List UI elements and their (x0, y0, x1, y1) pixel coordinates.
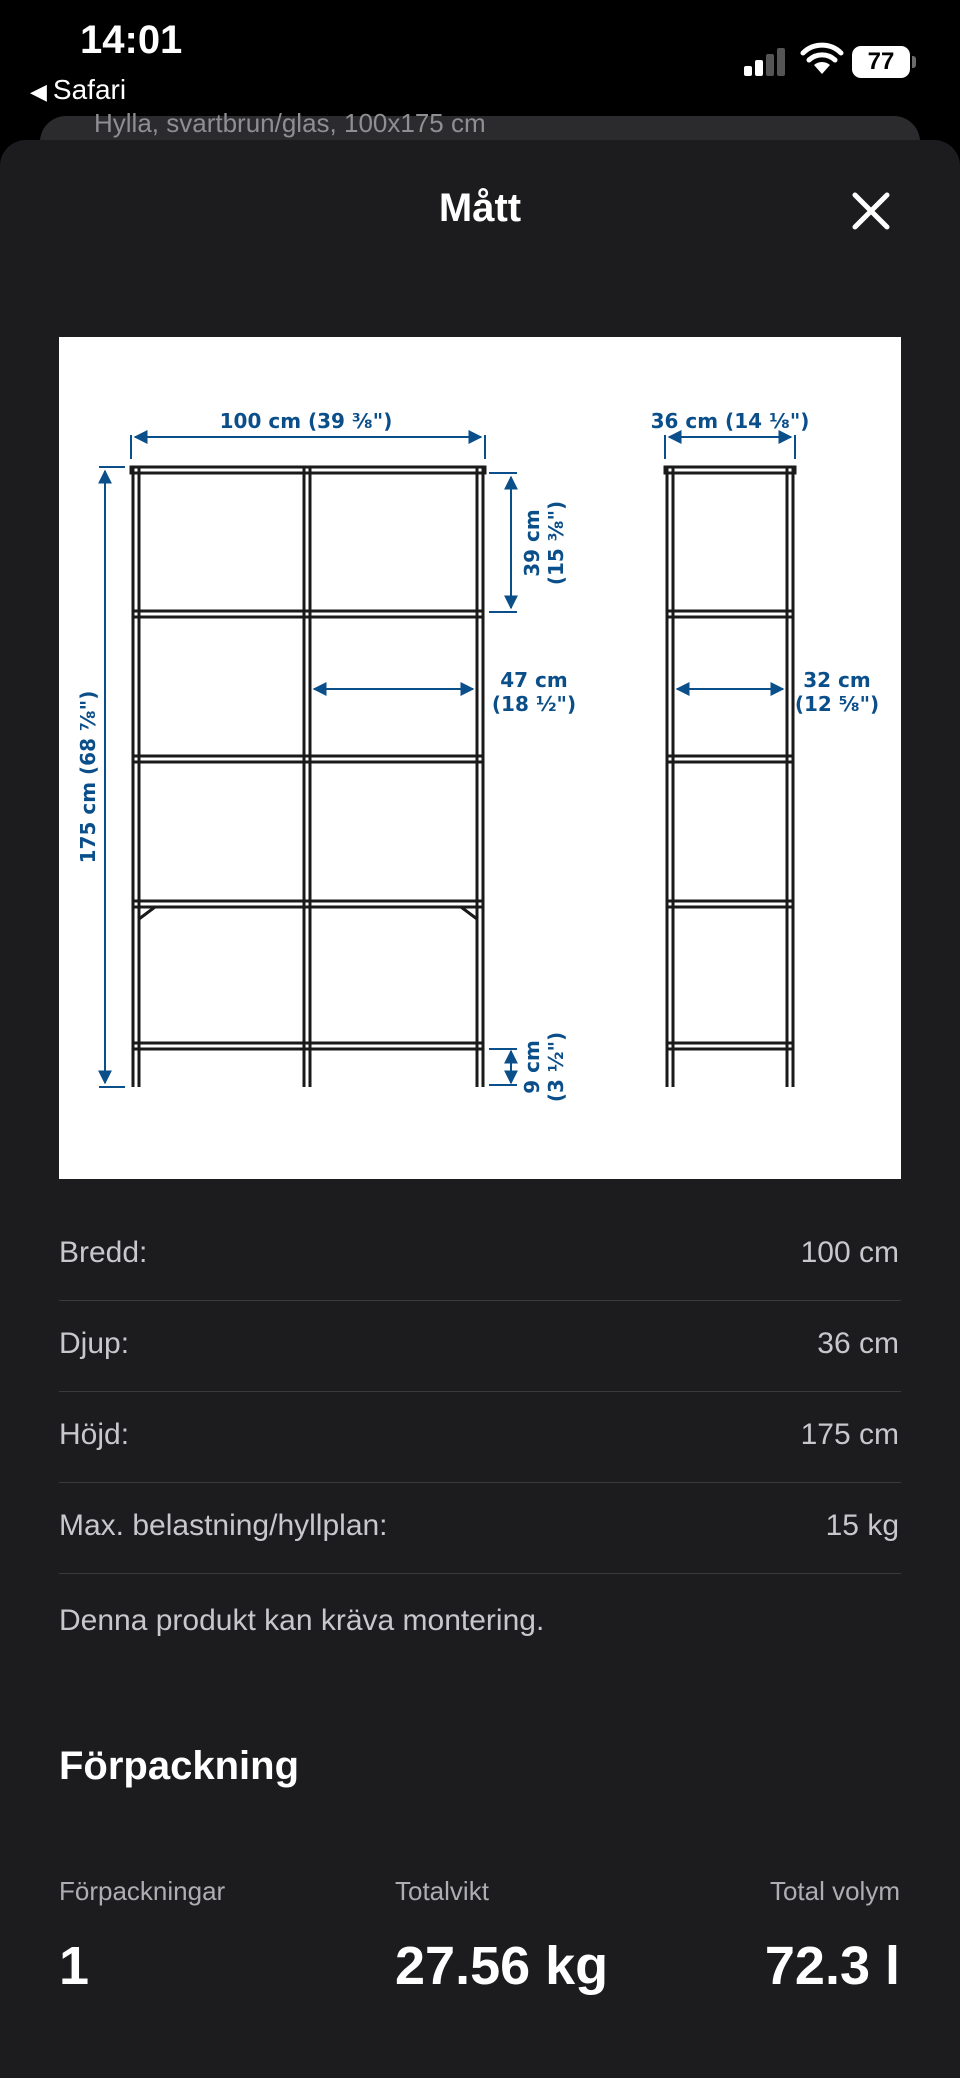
depth-dimension-label: 36 cm (14 ¹⁄₈") (650, 409, 810, 433)
back-triangle-icon: ◀ (30, 79, 47, 104)
dimension-value: 175 cm (800, 1418, 899, 1451)
dimensions-list (59, 1210, 901, 1574)
wifi-icon (800, 40, 844, 76)
dimension-value: 15 kg (825, 1509, 899, 1542)
dimension-label: Max. belastning/hyllplan: (59, 1509, 388, 1542)
dimensions-diagram (59, 337, 901, 1179)
shelf-drawing (59, 337, 901, 1179)
dimension-value: 36 cm (817, 1327, 899, 1360)
battery-icon: 77 (852, 46, 910, 78)
shelf-gap-label: 39 cm (520, 509, 544, 577)
inner-depth-label: 32 cm (803, 668, 871, 692)
background-product-subtitle: Hylla, svartbrun/glas, 100x175 cm (94, 108, 486, 138)
inner-width-label: 47 cm (500, 668, 568, 692)
assembly-note: Denna produkt kan kräva montering. (59, 1604, 545, 1637)
dimension-label: Höjd: (59, 1418, 130, 1451)
status-time: 14:01 (80, 18, 183, 62)
sheet-title: Mått (438, 186, 522, 230)
packaging-count-value: 1 (59, 1936, 90, 1996)
back-app-label: Safari (52, 74, 127, 105)
dimension-row-height (59, 1392, 901, 1483)
packaging-count (59, 1876, 225, 1997)
packaging-weight-value: 27.56 kg (395, 1936, 609, 1996)
bottom-gap-label-inch: (3 ½") (544, 1031, 568, 1103)
dimension-row-width (59, 1210, 901, 1301)
packaging-weight-label: Totalvikt (395, 1876, 489, 1906)
packaging-count-label: Förpackningar (59, 1876, 226, 1906)
shelf-gap-label-inch: (15 ³⁄₈") (544, 500, 568, 586)
inner-depth-label-inch: (12 ⁵⁄₈") (794, 692, 880, 716)
dimension-label: Bredd: (59, 1236, 148, 1269)
packaging-volume (765, 1876, 900, 1997)
bottom-gap-label: 9 cm (520, 1040, 544, 1094)
packaging-volume-value: 72.3 l (764, 1936, 900, 1996)
packaging-volume-label: Total volym (769, 1876, 900, 1906)
inner-width-label-inch: (18 ½") (491, 692, 577, 716)
dimension-row-max-load (59, 1483, 901, 1574)
height-dimension-label: 175 cm (68 ⁷⁄₈") (76, 690, 100, 864)
battery-tip (912, 56, 916, 68)
signal-icon (744, 48, 784, 76)
side-view (665, 467, 795, 1087)
packaging-weight (395, 1876, 608, 1997)
dimension-label: Djup: (59, 1327, 130, 1360)
packaging-heading: Förpackning (59, 1744, 300, 1788)
dimension-value: 100 cm (800, 1236, 899, 1269)
width-dimension-label: 100 cm (39 ³⁄₈") (219, 409, 393, 433)
dimension-row-depth (59, 1301, 901, 1392)
back-to-safari[interactable] (30, 74, 126, 106)
front-view (131, 467, 485, 1087)
close-icon[interactable] (846, 186, 896, 236)
